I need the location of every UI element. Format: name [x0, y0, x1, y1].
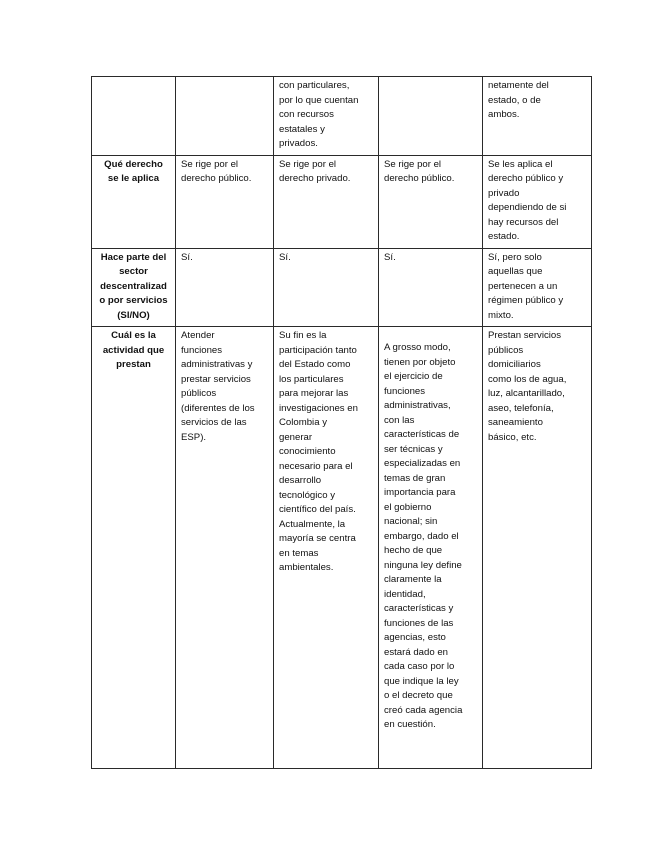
table-cell: Prestan servicios públicos domiciliarios como los de agua, luz, alcantarillado, aseo, telefonía, saneamiento básico, etc. — [483, 327, 592, 769]
row-header: Hace parte del sector descentralizad o por servicios (SI/NO) — [92, 248, 176, 327]
table-cell — [379, 77, 483, 156]
row-header — [92, 77, 176, 156]
row-header: Cuál es la actividad que prestan — [92, 327, 176, 769]
table-cell: Sí. — [274, 248, 379, 327]
table-cell: Sí. — [176, 248, 274, 327]
table-cell: Atender funciones administrativas y prestar servicios públicos (diferentes de los servicios de las ESP). — [176, 327, 274, 769]
table-row — [92, 155, 592, 248]
table-cell: Sí. — [379, 248, 483, 327]
table-cell: Sí, pero solo aquellas que pertenecen a un régimen público y mixto. — [483, 248, 592, 327]
table-cell: Se rige por el derecho público. — [176, 155, 274, 248]
table-cell: A grosso modo, tienen por objeto el ejercicio de funciones administrativas, con las características de ser técnicas y especializadas en temas de gran importancia para el gobierno nacional; sin embargo, dado el hecho de que ninguna ley define claramente la identidad, características y funciones de las agencias, esto estará dado en cada caso por lo que indique la ley o el decreto que creó cada agencia en cuestión. — [379, 327, 483, 769]
row-header: Qué derecho se le aplica — [92, 155, 176, 248]
table-row — [92, 77, 592, 156]
table-row — [92, 248, 592, 327]
table-cell: Se les aplica el derecho público y privado dependiendo de si hay recursos del estado. — [483, 155, 592, 248]
table-cell: netamente del estado, o de ambos. — [483, 77, 592, 156]
table-cell: Se rige por el derecho privado. — [274, 155, 379, 248]
table-cell: Su fin es la participación tanto del Estado como los particulares para mejorar las investigaciones en Colombia y generar conocimiento necesario para el desarrollo tecnológico y científico del país. Actualmente, la mayoría se centra en temas ambientales. — [274, 327, 379, 769]
table-cell — [176, 77, 274, 156]
table-cell: Se rige por el derecho público. — [379, 155, 483, 248]
table-cell: con particulares, por lo que cuentan con recursos estatales y privados. — [274, 77, 379, 156]
comparison-table — [91, 76, 592, 769]
table-row — [92, 327, 592, 769]
